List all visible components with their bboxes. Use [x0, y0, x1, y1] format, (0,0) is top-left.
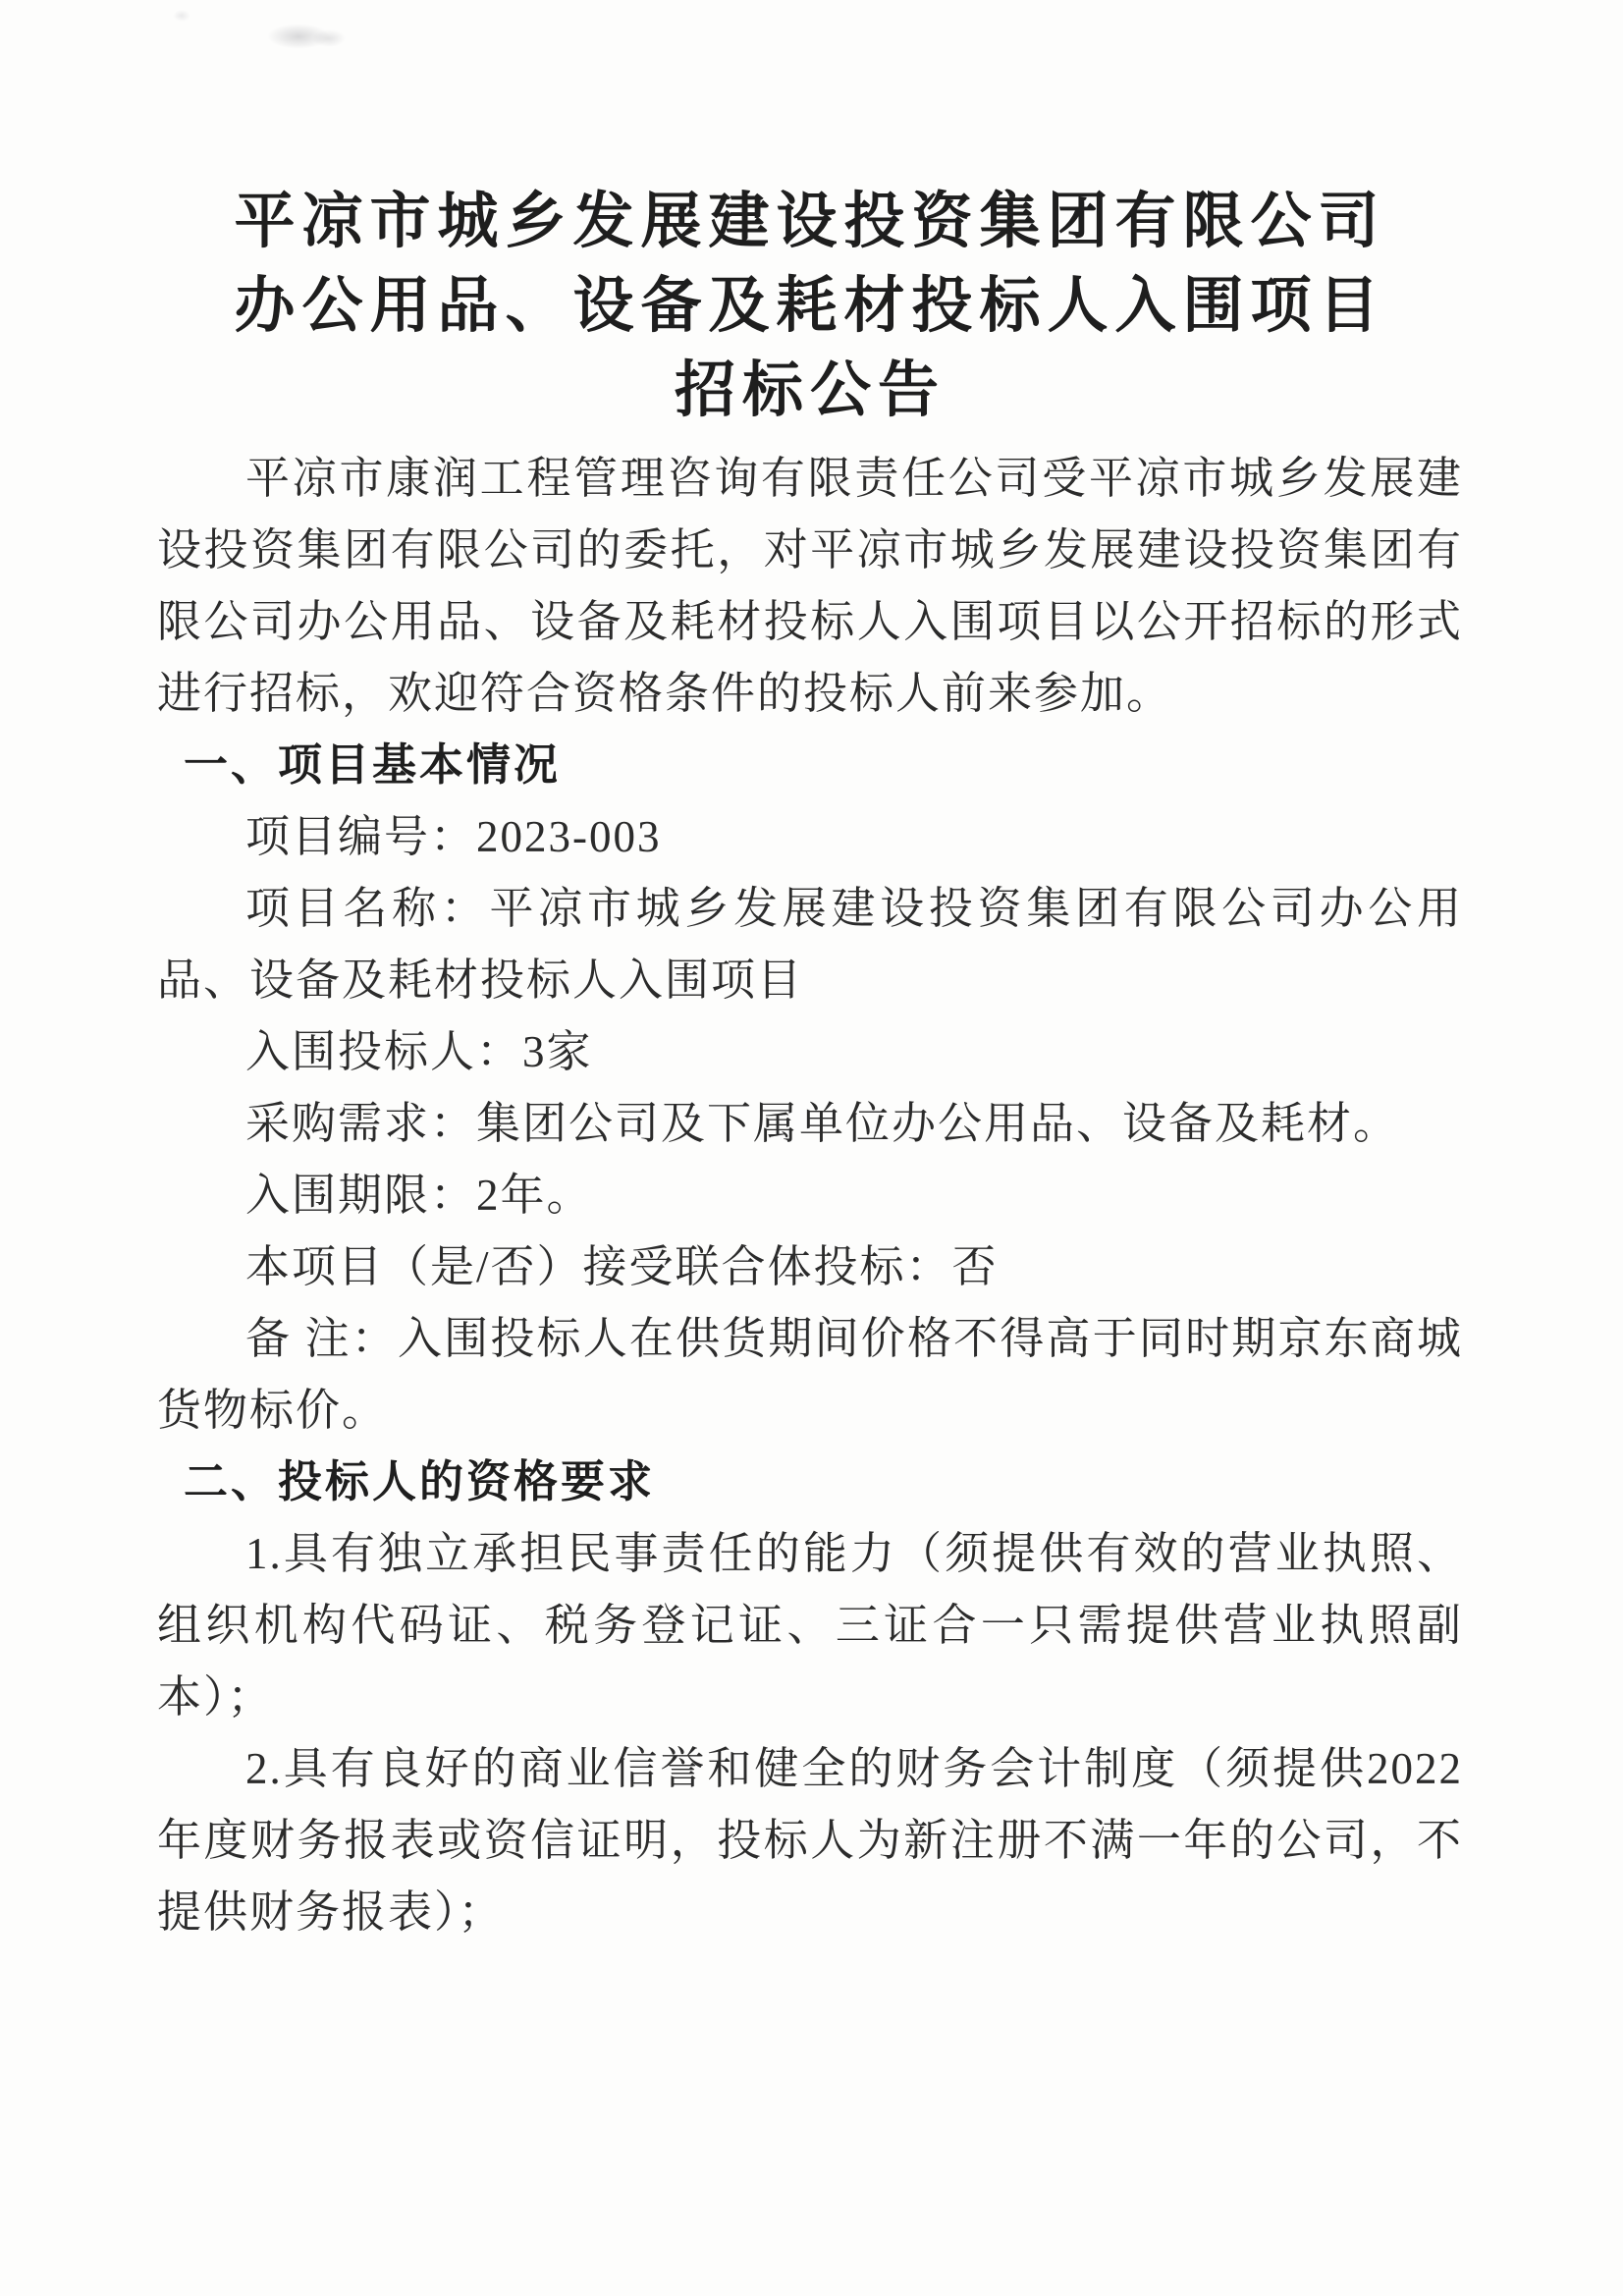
scan-smudge	[173, 10, 190, 22]
consortium-bid-line: 本项目（是/否）接受联合体投标：否	[245, 1242, 999, 1291]
title-line-3: 招标公告	[674, 357, 946, 424]
title-line-1: 平凉市城乡发展建设投资集团有限公司	[234, 189, 1386, 255]
title-line-2: 办公用品、设备及耗材投标人入围项目	[234, 273, 1386, 340]
project-number-line: 项目编号：2023-003	[245, 812, 662, 861]
shortlist-term-line: 入围期限：2年。	[245, 1171, 593, 1220]
scan-smudge	[267, 24, 330, 49]
qualification-item-2: 2.具有良好的商业信誉和健全的财务会计制度（须提供2022年度财务报表或资信证明，投标人为新注册不满一年的公司，不提供财务报表）；	[157, 1744, 1463, 1937]
shortlisted-bidders-line: 入围投标人：3家	[245, 1027, 593, 1076]
project-name-line: 项目名称：平凉市城乡发展建设投资集团有限公司办公用品、设备及耗材投标人入围项目	[157, 884, 1463, 1005]
intro-paragraph: 平凉市康润工程管理咨询有限责任公司受平凉市城乡发展建设投资集团有限公司的委托，对平凉市城乡发展建设投资集团有限公司办公用品、设备及耗材投标人入围项目以公开招标的形式进行招标，欢迎符合资格条件的投标人前来参加。	[157, 454, 1463, 718]
section-heading-project-basics: 一、项目基本情况	[184, 740, 562, 790]
procurement-demand-line: 采购需求：集团公司及下属单位办公用品、设备及耗材。	[245, 1099, 1400, 1148]
qualification-item-1: 1.具有独立承担民事责任的能力（须提供有效的营业执照、组织机构代码证、税务登记证、三证合一只需提供营业执照副本）；	[157, 1529, 1463, 1722]
remark-line: 备 注：入围投标人在供货期间价格不得高于同时期京东商城货物标价。	[157, 1314, 1463, 1435]
section-heading-bidder-qualifications: 二、投标人的资格要求	[184, 1457, 656, 1506]
scan-smudge	[312, 29, 346, 47]
page-title	[157, 180, 1463, 433]
